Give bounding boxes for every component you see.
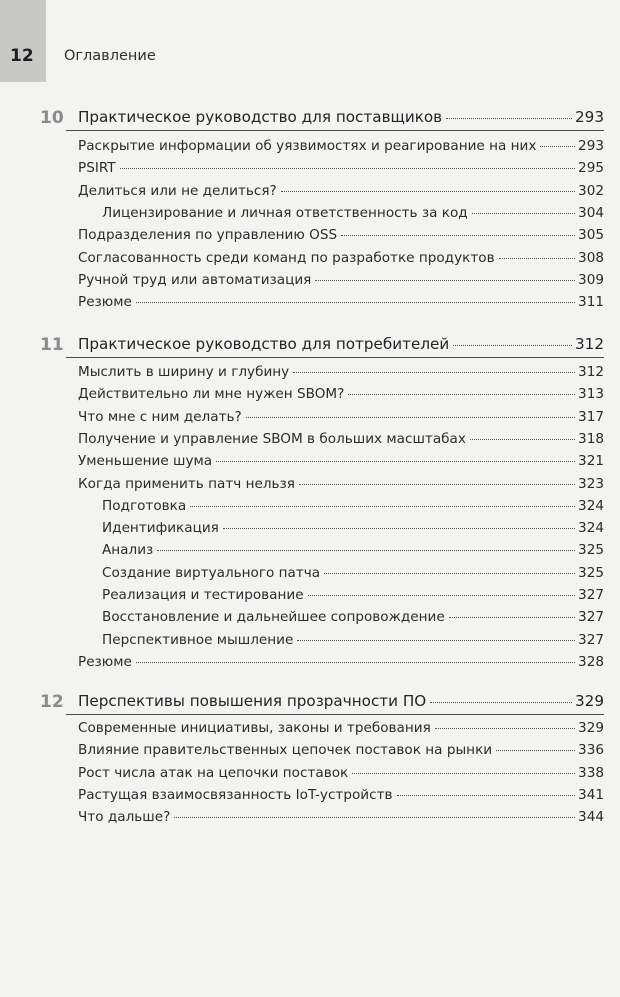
entry-page: 325 (578, 564, 604, 581)
entry-title: Получение и управление SBOM в больших масштабах (78, 430, 466, 447)
leader-dots (449, 616, 575, 618)
entry-title: Когда применить патч нельзя (78, 475, 295, 492)
leader-dots (496, 749, 575, 751)
leader-dots (470, 438, 575, 440)
toc-entry[interactable] (78, 294, 604, 316)
leader-dots (453, 344, 572, 346)
entry-page: 338 (578, 764, 604, 781)
entry-title: Резюме (78, 653, 132, 670)
entry-page: 341 (578, 786, 604, 803)
leader-dots (499, 257, 575, 259)
entry-title: Подготовка (102, 497, 187, 514)
chapter-title: Перспективы повышения прозрачности ПО (78, 692, 427, 710)
chapter-number: 12 (40, 692, 64, 712)
entry-title: PSIRT (78, 160, 116, 177)
running-title: Оглавление (64, 48, 156, 64)
entry-page: 317 (578, 408, 604, 425)
entry-title: Идентификация (102, 520, 219, 537)
chapter-number: 10 (40, 108, 64, 128)
toc-subentry[interactable] (102, 205, 604, 227)
leader-dots (308, 594, 575, 596)
leader-dots (435, 727, 575, 729)
chapter-rule (66, 714, 604, 715)
entry-page: 328 (578, 653, 604, 670)
leader-dots (246, 416, 575, 418)
chapter-entry (78, 108, 604, 130)
entry-page: 304 (578, 204, 604, 221)
toc-entry[interactable] (78, 654, 604, 676)
entry-page: 293 (578, 138, 604, 154)
entry-page: 308 (578, 249, 604, 266)
toc-subentry[interactable] (102, 632, 604, 654)
entry-page: 336 (578, 742, 604, 759)
leader-dots (281, 190, 575, 192)
entry-title: Мыслить в ширину и глубину (78, 364, 290, 380)
entry-page: 327 (578, 587, 604, 603)
leader-dots (324, 572, 575, 574)
toc-entry[interactable] (78, 787, 604, 809)
toc-entry[interactable] (78, 809, 604, 831)
entry-page: 327 (578, 631, 604, 648)
entry-title: Создание виртуального патча (102, 564, 321, 581)
entry-page: 327 (578, 609, 604, 626)
entry-page: 321 (578, 453, 604, 470)
leader-dots (297, 639, 575, 641)
page-header (0, 0, 620, 82)
entry-page: 344 (578, 809, 604, 826)
leader-dots (341, 234, 575, 236)
toc-entry[interactable] (78, 364, 604, 386)
entry-title: Анализ (102, 542, 154, 559)
leader-dots (446, 117, 572, 119)
toc-entry[interactable] (78, 476, 604, 498)
page-number: 12 (0, 0, 46, 82)
entry-page: 305 (578, 227, 604, 244)
toc-entry[interactable] (78, 272, 604, 294)
chapter-title: Практическое руководство для потребителей (78, 335, 450, 353)
leader-dots (174, 816, 575, 818)
entry-page: 318 (578, 430, 604, 447)
leader-dots (315, 279, 575, 281)
chapter-number: 11 (40, 335, 64, 355)
entry-title: Резюме (78, 294, 132, 311)
leader-dots (348, 393, 575, 395)
entry-page: 313 (578, 386, 604, 403)
entry-title: Подразделения по управлению OSS (78, 227, 338, 244)
entry-title: Раскрытие информации об уязвимостях и реагирование на них (78, 138, 537, 154)
entry-title: Реализация и тестирование (102, 587, 304, 603)
chapter-page: 293 (575, 108, 604, 126)
entry-title: Влияние правительственных цепочек поставок на рынки (78, 742, 493, 759)
leader-dots (216, 460, 575, 462)
leader-dots (157, 549, 575, 551)
toc-entry[interactable] (78, 765, 604, 787)
chapter-heading[interactable] (0, 335, 620, 359)
entry-title: Лицензирование и личная ответственность за код (102, 204, 468, 221)
entry-title: Восстановление и дальнейшее сопровождение (102, 609, 445, 626)
toc-subentry[interactable] (102, 609, 604, 631)
leader-dots (293, 371, 575, 373)
chapter-page: 312 (575, 335, 604, 353)
chapter-heading[interactable] (0, 108, 620, 132)
leader-dots (299, 483, 575, 485)
entry-title: Действительно ли мне нужен SBOM? (78, 386, 345, 403)
toc-entry[interactable] (78, 183, 604, 205)
toc-entry[interactable] (78, 227, 604, 249)
leader-dots (223, 527, 575, 529)
entry-page: 311 (578, 294, 604, 311)
chapter-page: 329 (575, 692, 604, 710)
entry-title: Перспективное мышление (102, 631, 294, 648)
toc-subentry[interactable] (102, 565, 604, 587)
chapter-entry (78, 692, 604, 714)
entry-page: 329 (578, 720, 604, 736)
entry-page: 324 (578, 520, 604, 537)
leader-dots (397, 794, 576, 796)
entry-title: Ручной труд или автоматизация (78, 271, 312, 288)
toc-entry[interactable] (78, 453, 604, 475)
leader-dots (540, 145, 575, 147)
toc-entry[interactable] (78, 250, 604, 272)
toc-entry[interactable] (78, 431, 604, 453)
entry-page: 295 (578, 160, 604, 177)
leader-dots (136, 661, 575, 663)
chapter-heading[interactable] (0, 692, 620, 716)
leader-dots (430, 701, 572, 703)
leader-dots (136, 301, 575, 303)
toc-subentry[interactable] (102, 542, 604, 564)
entry-title: Что дальше? (78, 809, 171, 826)
entry-page: 324 (578, 497, 604, 514)
leader-dots (120, 167, 575, 169)
entry-title: Уменьшение шума (78, 453, 213, 470)
entry-page: 323 (578, 475, 604, 492)
toc-entry[interactable] (78, 138, 604, 160)
toc-entry[interactable] (78, 409, 604, 431)
chapter-title: Практическое руководство для поставщиков (78, 108, 443, 126)
leader-dots (352, 772, 575, 774)
entry-page: 312 (578, 364, 604, 380)
toc-subentry[interactable] (102, 498, 604, 520)
entry-title: Рост числа атак на цепочки поставок (78, 764, 349, 781)
entry-title: Делиться или не делиться? (78, 182, 277, 199)
toc-subentry[interactable] (102, 520, 604, 542)
toc-entry[interactable] (78, 742, 604, 764)
entry-title: Растущая взаимосвязанность IoT-устройств (78, 786, 393, 803)
entry-page: 325 (578, 542, 604, 559)
toc-entry[interactable] (78, 160, 604, 182)
chapter-rule (66, 130, 604, 131)
leader-dots (190, 505, 575, 507)
toc-subentry[interactable] (102, 587, 604, 609)
entry-page: 302 (578, 182, 604, 199)
entry-title: Согласованность среди команд по разработке продуктов (78, 249, 495, 266)
entry-title: Современные инициативы, законы и требования (78, 720, 431, 736)
leader-dots (472, 212, 575, 214)
chapter-rule (66, 357, 604, 358)
chapter-entry (78, 335, 604, 357)
toc-entry[interactable] (78, 386, 604, 408)
entry-title: Что мне с ним делать? (78, 408, 242, 425)
toc-entry[interactable] (78, 720, 604, 742)
entry-page: 309 (578, 271, 604, 288)
